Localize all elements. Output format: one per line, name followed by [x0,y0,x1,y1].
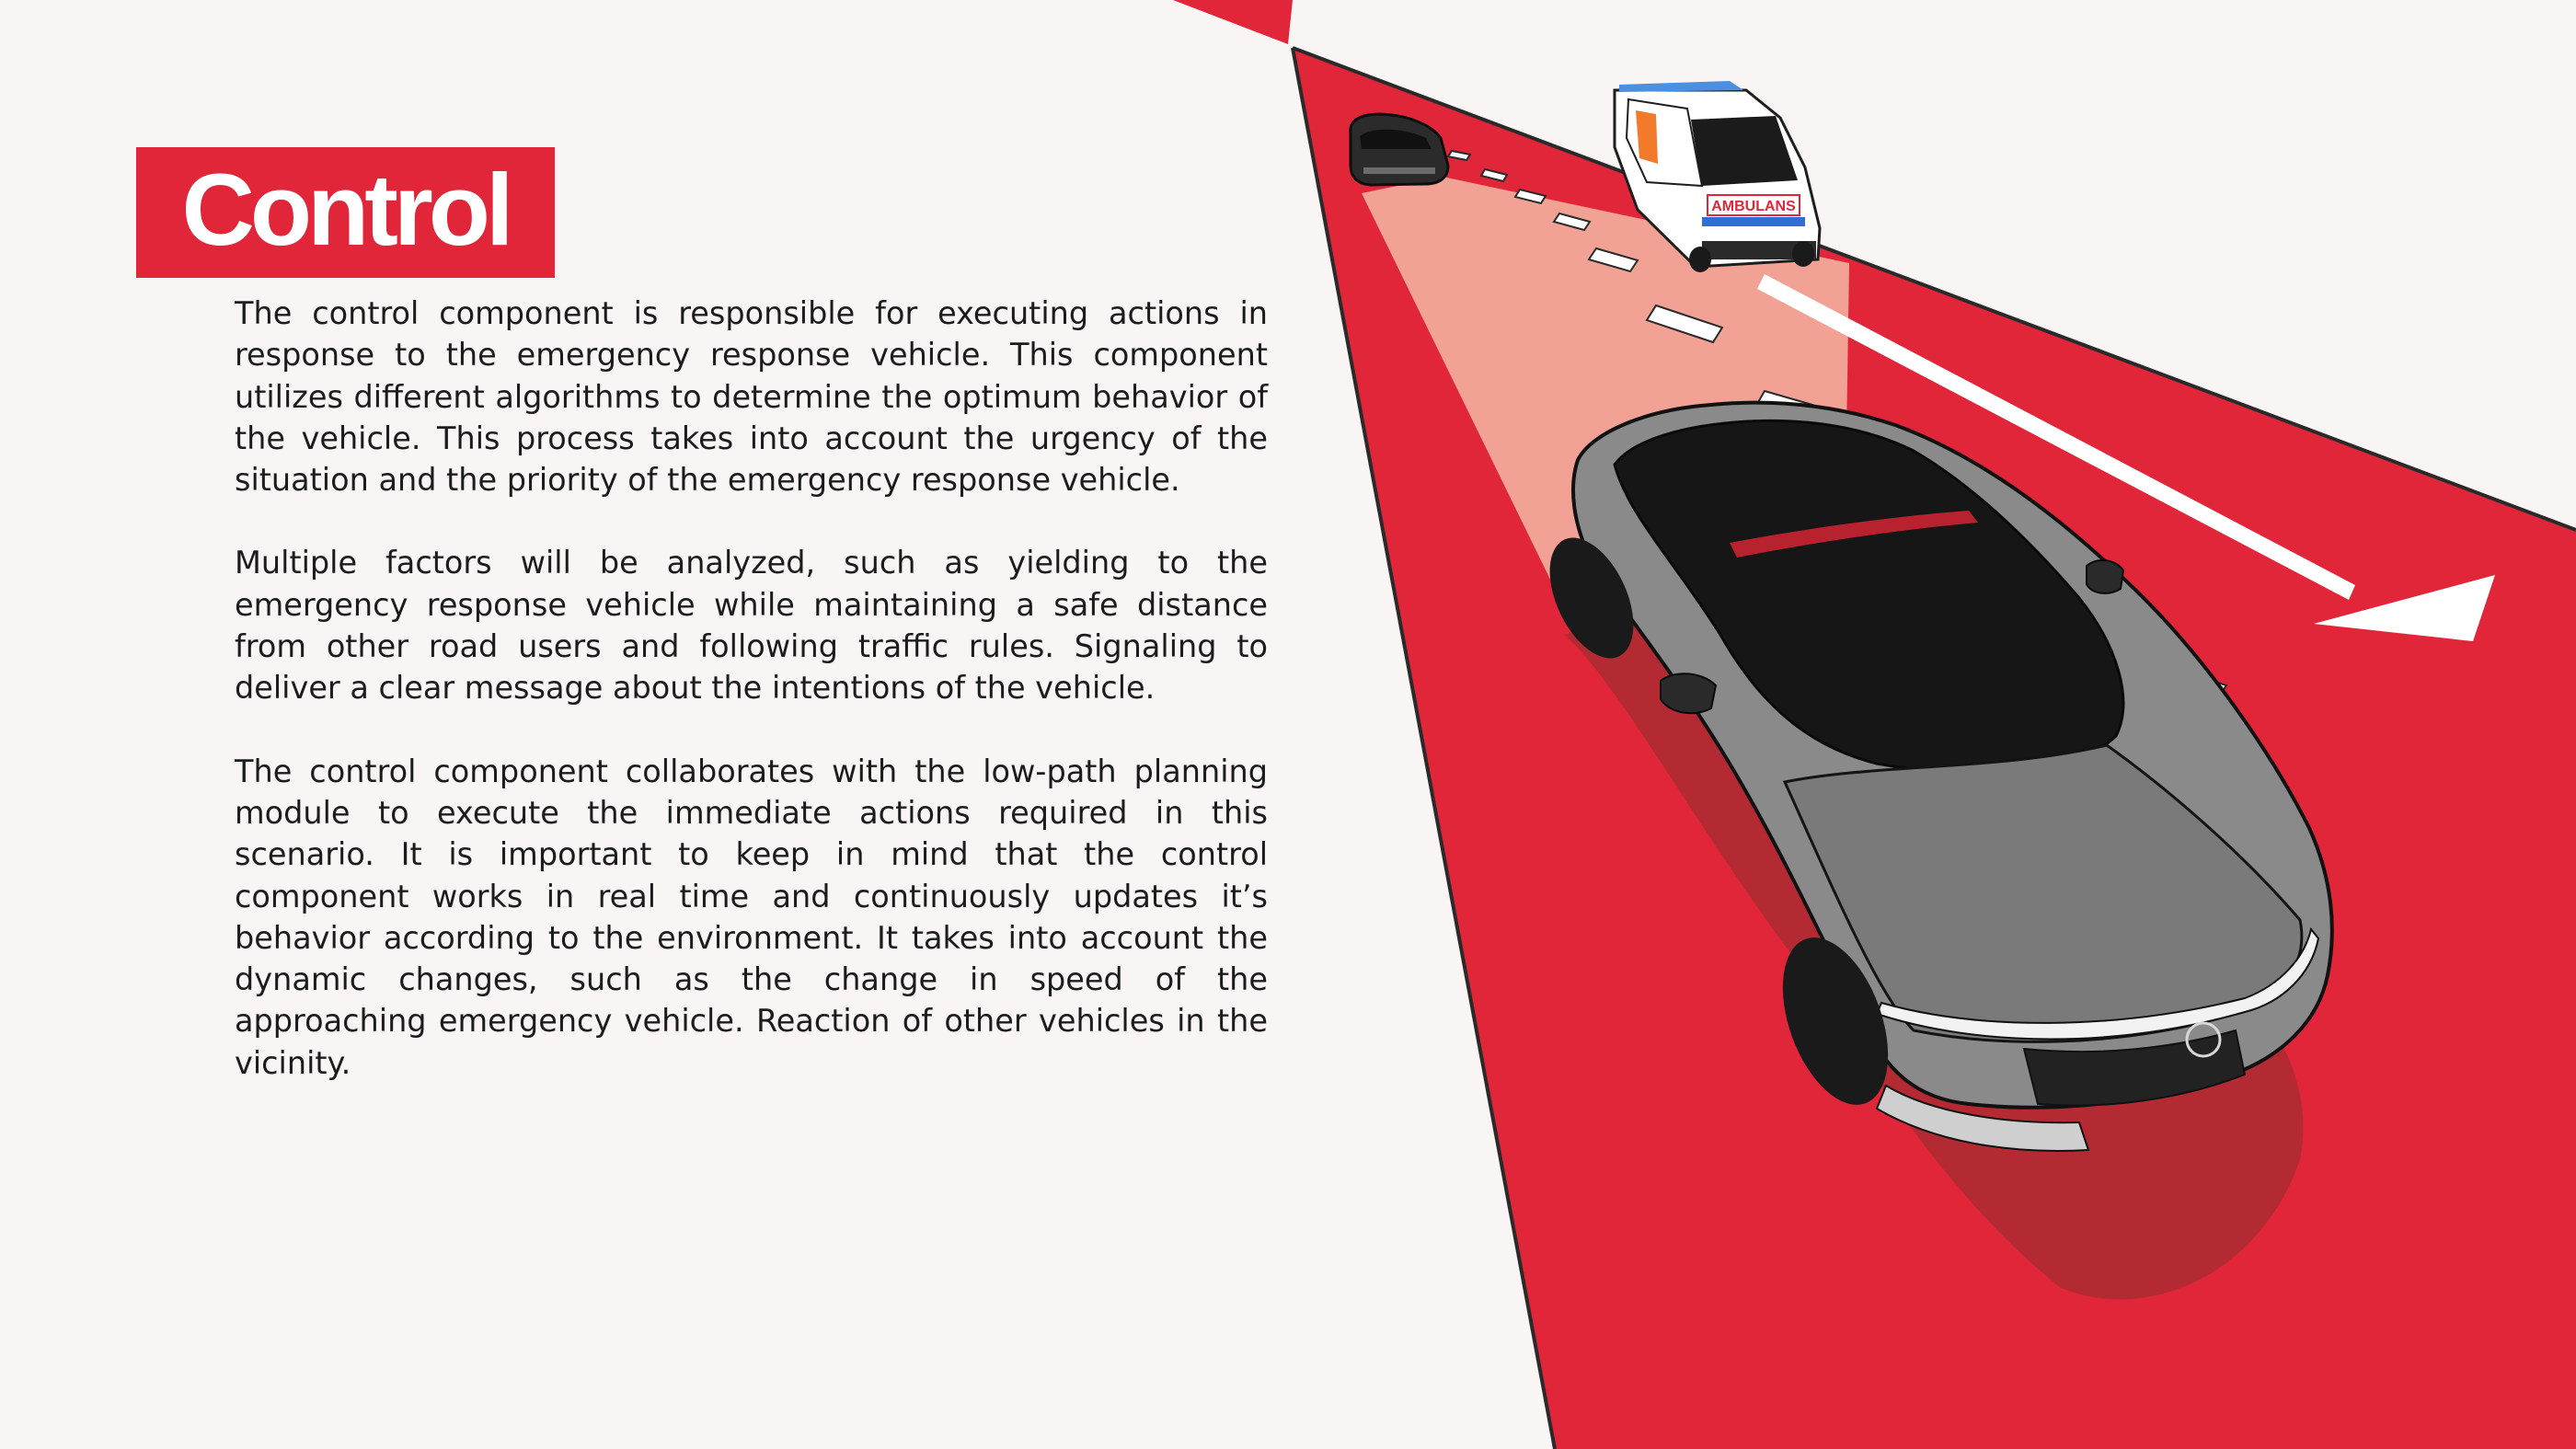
body-text [235,293,1268,1084]
page-title: Control [181,154,510,267]
ambulance-label: AMBULANS [1711,199,1796,214]
paragraph: Multiple factors will be analyzed, such as yielding to the emergency response vehicle while maintaining a safe distance from other road users and following traffic rules. Signaling to deliver a clear message about the intentions of the vehicle. [235,545,1268,707]
title-banner [136,147,555,278]
paragraph: The control component collaborates with the low-path planning module to execute the immediate actions required in this scenario. It is important to keep in mind that the control component works in real time and continuously updates it’s behavior according to the environment. It takes into account the dynamic changes, such as the change in speed of the approaching emergency vehicle. Reaction of other vehicles in the vicinity. [235,753,1268,1081]
red-corner-wedge [1173,0,1293,44]
paragraph: The control component is responsible for executing actions in response to the emergency response vehicle. This component utilizes different algorithms to determine the optimum behavior of the vehicle. This process takes into account the urgency of the situation and the priority of the emergency response vehicle. [235,295,1268,499]
